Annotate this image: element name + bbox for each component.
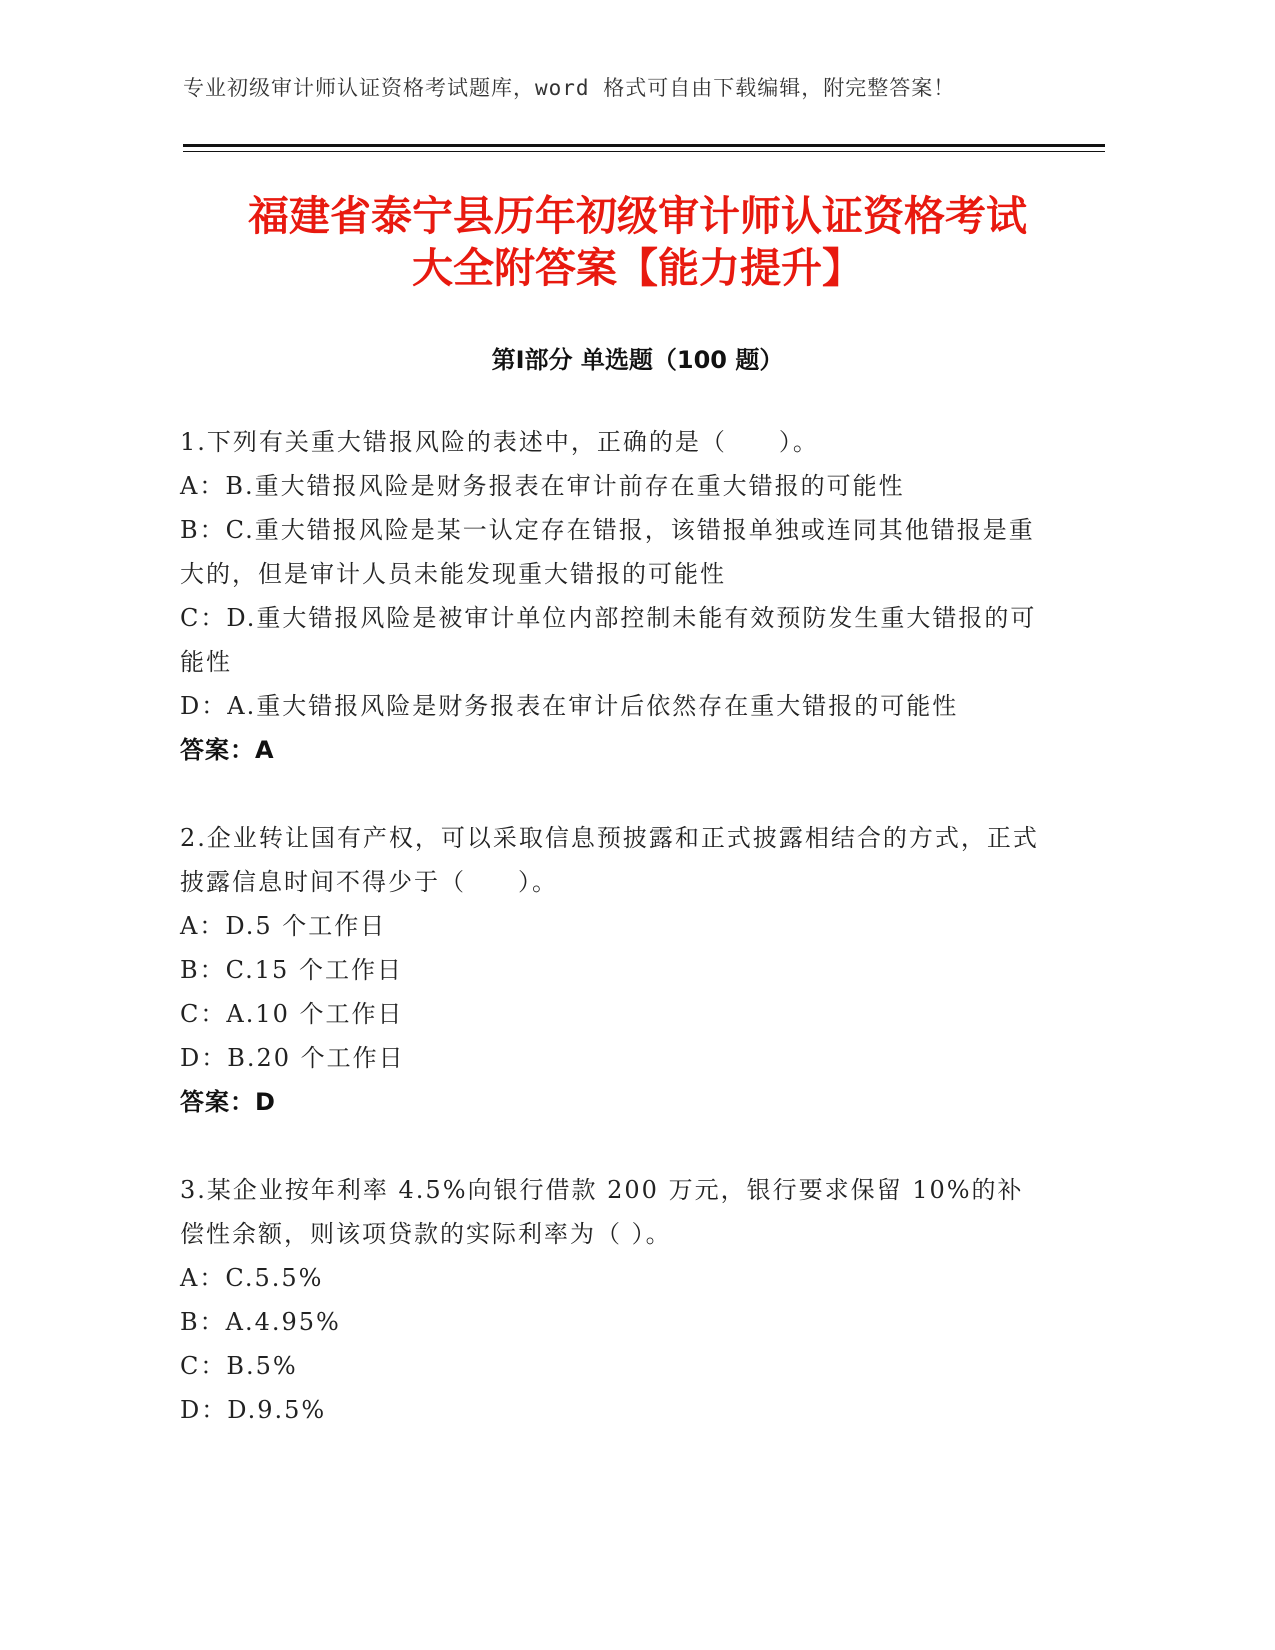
option-b: B：A.4.95% bbox=[180, 1308, 341, 1336]
page-header: 专业初级审计师认证资格考试题库，word 格式可自由下载编辑，附完整答案！ bbox=[183, 76, 956, 100]
document-title bbox=[120, 190, 1155, 294]
document-title-line-1: 福建省泰宁县历年初级审计师认证资格考试 bbox=[248, 192, 1027, 240]
document-title-line-2: 大全附答案【能力提升】 bbox=[412, 244, 863, 292]
option-a: A：D.5 个工作日 bbox=[180, 912, 387, 940]
question-1 bbox=[180, 420, 1040, 772]
option-c: C：B.5% bbox=[180, 1352, 298, 1380]
question-stem: 1.下列有关重大错报风险的表述中，正确的是（ ）。 bbox=[180, 428, 819, 456]
answer: 答案：A bbox=[180, 736, 275, 764]
option-c: C：D.重大错报风险是被审计单位内部控制未能有效预防发生重大错报的可能性 bbox=[180, 604, 1037, 676]
answer: 答案：D bbox=[180, 1088, 276, 1116]
option-d: D：A.重大错报风险是财务报表在审计后依然存在重大错报的可能性 bbox=[180, 692, 959, 720]
question-list bbox=[180, 420, 1040, 1476]
option-d: D：D.9.5% bbox=[180, 1396, 327, 1424]
option-b: B：C.15 个工作日 bbox=[180, 956, 403, 984]
question-stem: 2.企业转让国有产权，可以采取信息预披露和正式披露相结合的方式，正式披露信息时间不得少于（ ）。 bbox=[180, 824, 1039, 896]
section-title: 第Ⅰ部分 单选题（100 题） bbox=[491, 346, 784, 374]
option-a: A：C.5.5% bbox=[180, 1264, 324, 1292]
question-3 bbox=[180, 1168, 1040, 1432]
header-rule bbox=[183, 144, 1105, 152]
option-b: B：C.重大错报风险是某一认定存在错报，该错报单独或连同其他错报是重大的，但是审计人员未能发现重大错报的可能性 bbox=[180, 516, 1035, 588]
option-a: A：B.重大错报风险是财务报表在审计前存在重大错报的可能性 bbox=[180, 472, 905, 500]
question-2 bbox=[180, 816, 1040, 1124]
question-stem: 3.某企业按年利率 4.5%向银行借款 200 万元，银行要求保留 10%的补偿性余额，则该项贷款的实际利率为（ ）。 bbox=[180, 1176, 1024, 1248]
option-d: D：B.20 个工作日 bbox=[180, 1044, 405, 1072]
option-c: C：A.10 个工作日 bbox=[180, 1000, 404, 1028]
